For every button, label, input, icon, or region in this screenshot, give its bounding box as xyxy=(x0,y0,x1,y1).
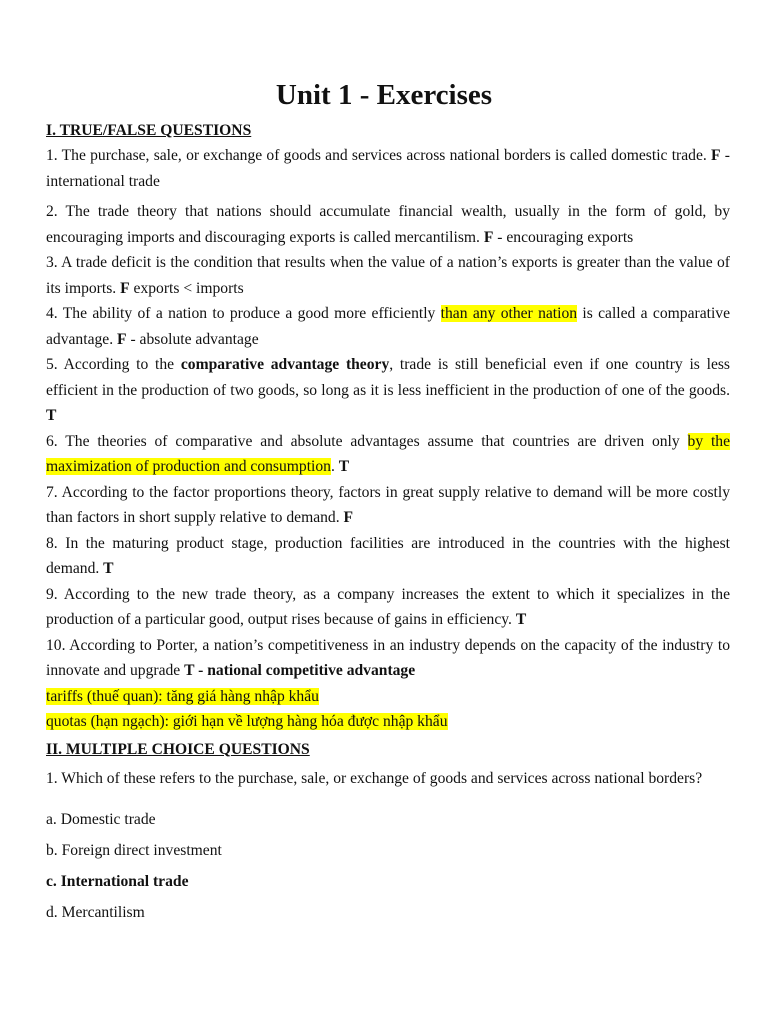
mc-option-d: d. Mercantilism xyxy=(46,903,145,921)
tf-question-10 xyxy=(46,633,730,684)
tf-question-3 xyxy=(46,250,730,301)
vocab-note-quotas xyxy=(46,709,730,735)
highlighted-text: tariffs (thuế quan): tăng giá hàng nhập khẩu xyxy=(46,687,319,705)
answer-mark: F xyxy=(120,279,130,297)
question-text: 6. The theories of comparative and absolute advantages assume that countries are driven only xyxy=(46,432,680,450)
vocab-note-tariffs xyxy=(46,684,730,710)
highlighted-text: quotas (hạn ngạch): giới hạn về lượng hàng hóa được nhập khẩu xyxy=(46,713,448,730)
question-text: 2. The trade theory that nations should accumulate financial wealth, usually in the form of gold, by encouraging imports and discouraging exports is called mercantilism. xyxy=(46,203,730,246)
answer-note: - international trade xyxy=(46,147,730,190)
answer-note: - encouraging exports xyxy=(497,228,634,246)
mc-question-1: 1. Which of these refers to the purchase, sale, or exchange of goods and services across national borders? xyxy=(46,769,703,787)
tf-question-5 xyxy=(46,352,730,429)
answer-mark: F xyxy=(343,509,354,526)
tf-question-1 xyxy=(46,143,730,194)
mc-option-a: a. Domestic trade xyxy=(46,810,156,828)
document-content xyxy=(46,118,730,925)
question-text: 5. According to the xyxy=(46,356,175,373)
answer-mark: T xyxy=(338,458,350,475)
answer-note: - absolute advantage xyxy=(130,330,259,348)
question-text: 3. A trade deficit is the condition that results when the value of a nation’s exports is greater than the value of its imports. xyxy=(46,254,730,297)
mc-option-b: b. Foreign direct investment xyxy=(46,841,222,859)
answer-mark: F xyxy=(117,330,127,348)
answer-mark: T xyxy=(515,611,527,628)
tf-question-8 xyxy=(46,531,730,582)
question-text-end: , trade is still beneficial even if one country is less efficient in the production of two goods, so long as it is less inefficient in the production of one of the goods. xyxy=(46,356,731,399)
tf-question-7 xyxy=(46,480,730,531)
answer-mark: T xyxy=(103,560,114,577)
tf-question-6 xyxy=(46,429,730,480)
answer-mark: F xyxy=(483,228,494,246)
answer-mark: F xyxy=(711,147,721,164)
tf-question-9 xyxy=(46,582,730,633)
question-text: 7. According to the factor proportions theory, factors in great supply relative to demand will be more costly than factors in short supply relative to demand. xyxy=(46,483,730,526)
question-text-end: . xyxy=(330,458,335,475)
answer-mark: T - national competitive advantage xyxy=(184,662,416,679)
question-text: 1. The purchase, sale, or exchange of goods and services across national borders is called domestic trade. xyxy=(46,147,707,164)
mc-option-c-correct: c. International trade xyxy=(46,872,189,890)
question-text: 10. According to Porter, a nation’s competitiveness in an industry depends on the capacity of the industry to innovate and upgrade xyxy=(46,636,730,679)
bold-term: comparative advantage theory xyxy=(180,356,390,373)
section-heading-true-false: I. TRUE/FALSE QUESTIONS xyxy=(46,122,252,139)
section-heading-multiple-choice: II. MULTIPLE CHOICE QUESTIONS xyxy=(46,740,310,758)
question-text-end: is called a comparative advantage. xyxy=(46,305,730,348)
highlighted-text: by the maximization of production and consumption xyxy=(46,432,730,475)
tf-question-2 xyxy=(46,199,730,250)
page-title: Unit 1 - Exercises xyxy=(275,79,493,111)
answer-note: exports < imports xyxy=(133,279,244,297)
highlighted-text: than any other nation xyxy=(440,305,578,322)
question-text: 9. According to the new trade theory, as a company increases the extent to which it specializes in the production of a particular good, output rises because of gains in efficiency. xyxy=(46,585,730,628)
question-text: 8. In the maturing product stage, production facilities are introduced in the countries with the highest demand. xyxy=(46,534,730,577)
tf-question-4 xyxy=(46,301,730,352)
question-text: 4. The ability of a nation to produce a good more efficiently xyxy=(46,305,436,322)
answer-mark: T xyxy=(46,407,57,424)
